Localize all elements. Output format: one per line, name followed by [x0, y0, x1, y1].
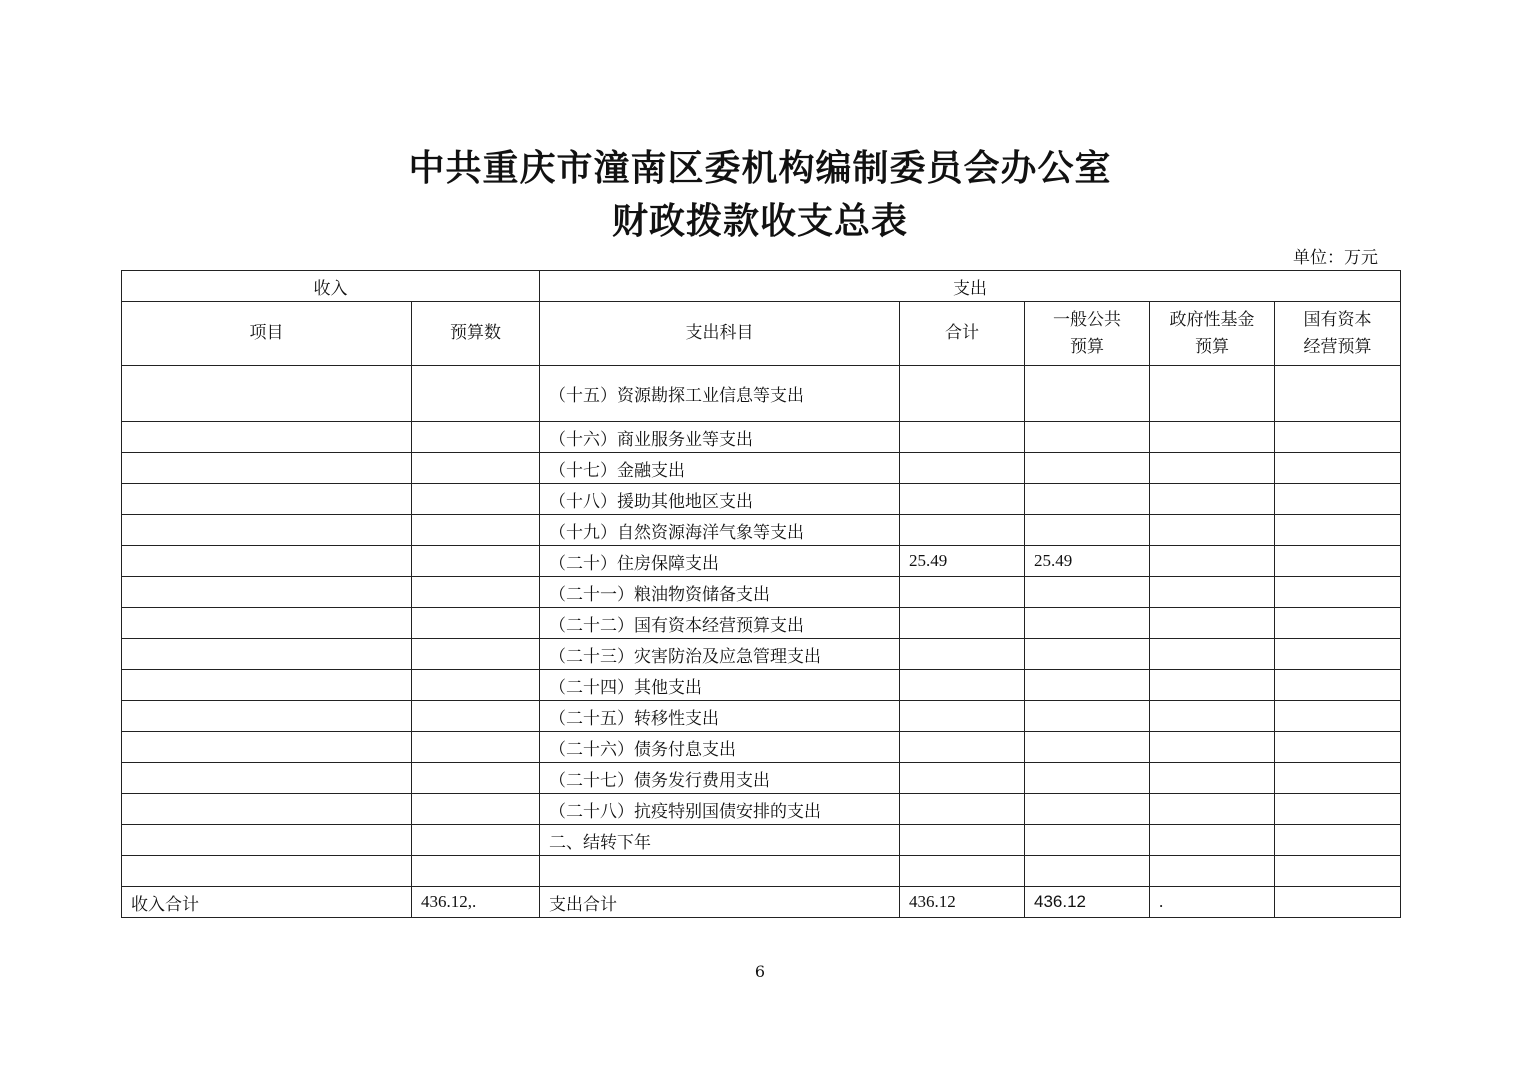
col-header-general-public-line2: 预算	[1070, 336, 1104, 357]
col-header-state-capital-line1: 国有资本	[1303, 309, 1372, 330]
table-row	[122, 856, 1401, 887]
gov-fund-cell	[1150, 515, 1275, 546]
item-cell	[122, 639, 412, 670]
income-group-header: 收入	[122, 271, 540, 302]
col-header-budget: 预算数	[412, 302, 540, 366]
subject-cell: （二十一）粮油物资储备支出	[540, 577, 900, 608]
state-capital-cell	[1275, 577, 1401, 608]
gov-fund-cell	[1150, 608, 1275, 639]
col-header-state-capital-line2: 经营预算	[1303, 336, 1372, 357]
item-cell	[122, 794, 412, 825]
state-capital-total-value	[1275, 887, 1401, 918]
general-public-cell	[1025, 366, 1150, 422]
general-public-cell	[1025, 701, 1150, 732]
gov-fund-cell	[1150, 670, 1275, 701]
item-cell	[122, 515, 412, 546]
table-row	[122, 732, 1401, 763]
col-header-total: 合计	[900, 302, 1025, 366]
gov-fund-cell	[1150, 856, 1275, 887]
col-header-general-public	[1025, 302, 1150, 366]
general-public-cell	[1025, 515, 1150, 546]
total-cell	[900, 608, 1025, 639]
general-public-cell	[1025, 577, 1150, 608]
item-cell	[122, 577, 412, 608]
subject-cell: （十六）商业服务业等支出	[540, 422, 900, 453]
general-public-total-value: 436.12	[1025, 887, 1150, 918]
state-capital-cell	[1275, 763, 1401, 794]
expense-total-label: 支出合计	[540, 887, 900, 918]
item-cell	[122, 484, 412, 515]
budget-cell	[412, 639, 540, 670]
income-total-label: 收入合计	[122, 887, 412, 918]
state-capital-cell	[1275, 794, 1401, 825]
col-header-gov-fund-line2: 预算	[1195, 336, 1229, 357]
col-header-general-public-line1: 一般公共	[1053, 309, 1121, 330]
item-cell	[122, 422, 412, 453]
table-row	[122, 608, 1401, 639]
subject-cell: （二十七）债务发行费用支出	[540, 763, 900, 794]
document-subtitle: 财政拨款收支总表	[611, 200, 908, 242]
expense-total-value: 436.12	[900, 887, 1025, 918]
gov-fund-cell	[1150, 732, 1275, 763]
table-row	[122, 546, 1401, 577]
total-cell	[900, 577, 1025, 608]
state-capital-cell	[1275, 366, 1401, 422]
subject-cell	[540, 856, 900, 887]
subject-cell: （二十二）国有资本经营预算支出	[540, 608, 900, 639]
general-public-cell	[1025, 763, 1150, 794]
budget-cell	[412, 701, 540, 732]
general-public-cell: 25.49	[1025, 546, 1150, 577]
gov-fund-cell	[1150, 639, 1275, 670]
item-cell	[122, 825, 412, 856]
subject-cell: （十七）金融支出	[540, 453, 900, 484]
unit-label: 单位：万元	[1293, 248, 1378, 268]
budget-cell	[412, 670, 540, 701]
total-cell	[900, 856, 1025, 887]
item-cell	[122, 546, 412, 577]
table-row	[122, 515, 1401, 546]
budget-cell	[412, 732, 540, 763]
budget-cell	[412, 546, 540, 577]
general-public-cell	[1025, 422, 1150, 453]
state-capital-cell	[1275, 546, 1401, 577]
budget-cell	[412, 608, 540, 639]
item-cell	[122, 453, 412, 484]
budget-cell	[412, 366, 540, 422]
subject-cell: （二十五）转移性支出	[540, 701, 900, 732]
state-capital-cell	[1275, 608, 1401, 639]
total-cell	[900, 794, 1025, 825]
page-number: 6	[754, 962, 766, 981]
budget-cell	[412, 484, 540, 515]
budget-cell	[412, 422, 540, 453]
gov-fund-cell	[1150, 701, 1275, 732]
subject-cell: （二十）住房保障支出	[540, 546, 900, 577]
gov-fund-cell	[1150, 763, 1275, 794]
table-row	[122, 701, 1401, 732]
table-row	[122, 577, 1401, 608]
budget-table	[121, 270, 1401, 918]
table-row	[122, 794, 1401, 825]
general-public-cell	[1025, 670, 1150, 701]
table-row	[122, 763, 1401, 794]
subject-cell: （二十三）灾害防治及应急管理支出	[540, 639, 900, 670]
budget-cell	[412, 453, 540, 484]
general-public-cell	[1025, 453, 1150, 484]
subject-cell: （十五）资源勘探工业信息等支出	[540, 366, 900, 422]
income-total-value: 436.12,.	[412, 887, 540, 918]
gov-fund-cell	[1150, 577, 1275, 608]
total-cell	[900, 701, 1025, 732]
expense-group-header: 支出	[540, 271, 1401, 302]
gov-fund-total-value: .	[1150, 887, 1275, 918]
table-row	[122, 639, 1401, 670]
state-capital-cell	[1275, 670, 1401, 701]
state-capital-cell	[1275, 639, 1401, 670]
item-cell	[122, 732, 412, 763]
table-row	[122, 422, 1401, 453]
table-row	[122, 366, 1401, 422]
col-header-gov-fund-line1: 政府性基金	[1169, 309, 1255, 330]
subject-cell: （二十四）其他支出	[540, 670, 900, 701]
item-cell	[122, 366, 412, 422]
budget-cell	[412, 825, 540, 856]
state-capital-cell	[1275, 732, 1401, 763]
state-capital-cell	[1275, 422, 1401, 453]
total-cell: 25.49	[900, 546, 1025, 577]
state-capital-cell	[1275, 856, 1401, 887]
gov-fund-cell	[1150, 366, 1275, 422]
general-public-cell	[1025, 856, 1150, 887]
budget-cell	[412, 763, 540, 794]
totals-row	[122, 887, 1401, 918]
general-public-cell	[1025, 794, 1150, 825]
total-cell	[900, 639, 1025, 670]
item-cell	[122, 608, 412, 639]
total-cell	[900, 453, 1025, 484]
table-row	[122, 453, 1401, 484]
gov-fund-cell	[1150, 794, 1275, 825]
budget-cell	[412, 577, 540, 608]
total-cell	[900, 484, 1025, 515]
subject-cell: （二十六）债务付息支出	[540, 732, 900, 763]
general-public-cell	[1025, 484, 1150, 515]
budget-cell	[412, 794, 540, 825]
gov-fund-cell	[1150, 825, 1275, 856]
total-cell	[900, 732, 1025, 763]
state-capital-cell	[1275, 701, 1401, 732]
gov-fund-cell	[1150, 422, 1275, 453]
gov-fund-cell	[1150, 546, 1275, 577]
gov-fund-cell	[1150, 484, 1275, 515]
gov-fund-cell	[1150, 453, 1275, 484]
general-public-cell	[1025, 608, 1150, 639]
total-cell	[900, 515, 1025, 546]
subject-cell: （十八）援助其他地区支出	[540, 484, 900, 515]
budget-cell	[412, 856, 540, 887]
table-row	[122, 825, 1401, 856]
table-row	[122, 670, 1401, 701]
subject-cell: （十九）自然资源海洋气象等支出	[540, 515, 900, 546]
column-header-row	[122, 302, 1401, 366]
document-title: 中共重庆市潼南区委机构编制委员会办公室	[408, 147, 1112, 189]
item-cell	[122, 701, 412, 732]
state-capital-cell	[1275, 453, 1401, 484]
general-public-cell	[1025, 732, 1150, 763]
subject-cell: （二十八）抗疫特别国债安排的支出	[540, 794, 900, 825]
col-header-subject: 支出科目	[540, 302, 900, 366]
total-cell	[900, 422, 1025, 453]
general-public-cell	[1025, 825, 1150, 856]
total-cell	[900, 825, 1025, 856]
state-capital-cell	[1275, 515, 1401, 546]
col-header-item: 项目	[122, 302, 412, 366]
item-cell	[122, 763, 412, 794]
subject-cell: 二、结转下年	[540, 825, 900, 856]
col-header-state-capital	[1275, 302, 1401, 366]
state-capital-cell	[1275, 484, 1401, 515]
general-public-cell	[1025, 639, 1150, 670]
total-cell	[900, 366, 1025, 422]
table-row	[122, 484, 1401, 515]
total-cell	[900, 763, 1025, 794]
item-cell	[122, 670, 412, 701]
budget-cell	[412, 515, 540, 546]
col-header-gov-fund	[1150, 302, 1275, 366]
total-cell	[900, 670, 1025, 701]
state-capital-cell	[1275, 825, 1401, 856]
item-cell	[122, 856, 412, 887]
group-header-row	[122, 271, 1401, 302]
